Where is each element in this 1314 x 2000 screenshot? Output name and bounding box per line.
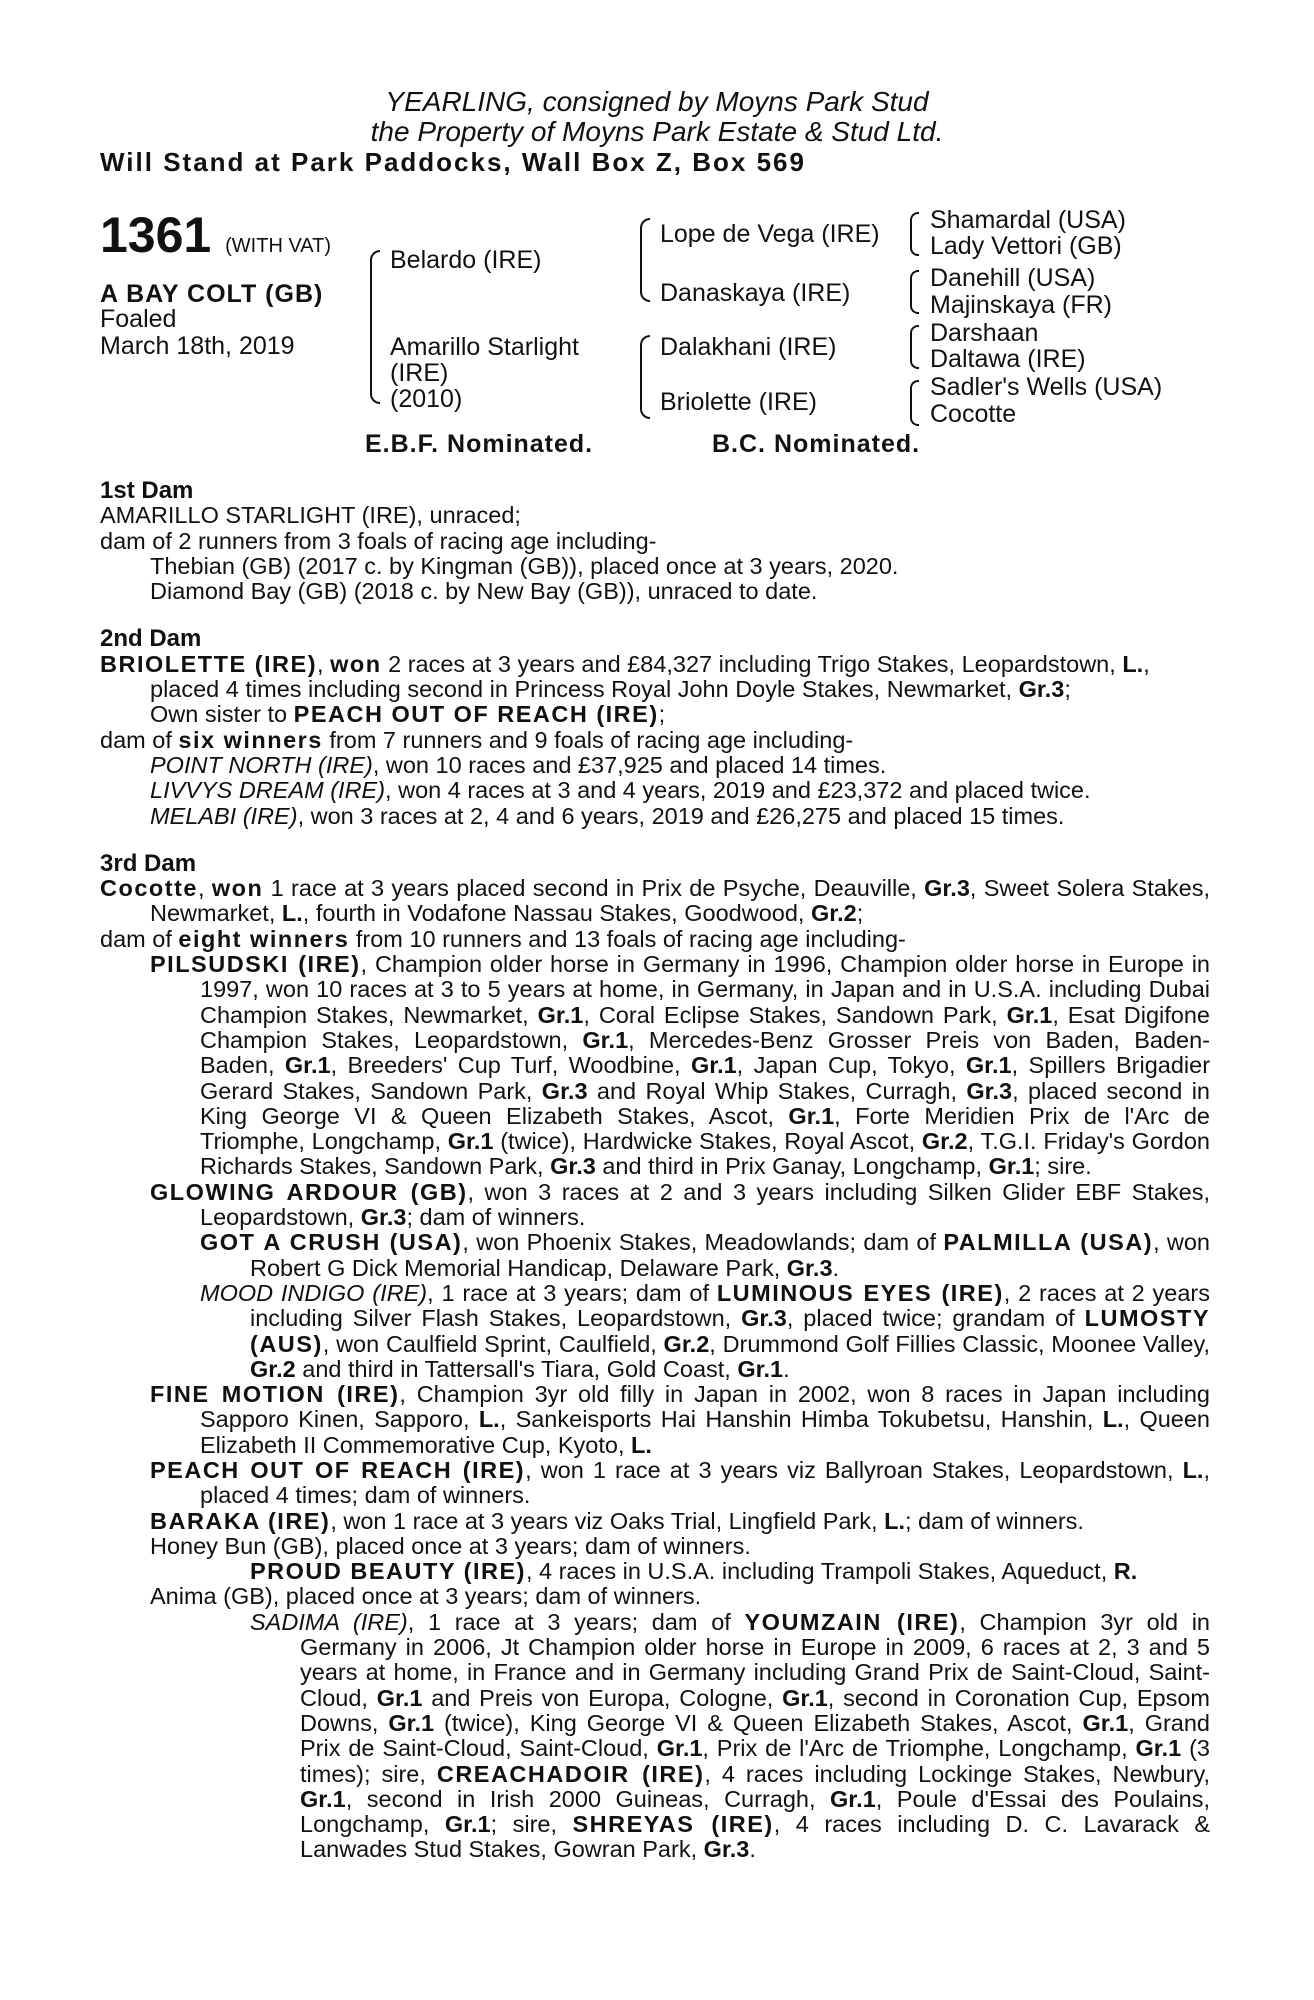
- foaled-date: March 18th, 2019: [100, 332, 295, 360]
- first-dam-produce: Diamond Bay (GB) (2018 c. by New Bay (GB)), unraced to date.: [150, 578, 818, 605]
- second-dam-produce: MELABI (IRE), won 3 races at 2, 4 and 6 years, 2019 and £26,275 and placed 15 times.: [150, 802, 1065, 829]
- first-dam-heading: 1st Dam: [100, 477, 194, 504]
- header-property: the Property of Moyns Park Estate & Stud Ltd.: [370, 116, 944, 147]
- produce-fine-motion: FINE MOTION (IRE), Champion 3yr old filly in Japan in 2002, won 8 races in Japan including Sapporo Kinen, Sapporo, L., Sankeisports Hai Hanshin Himba Tokubetsu, Hanshin, L., Queen Elizabeth II Commemorative Cup, Kyoto, L.: [150, 1381, 1211, 1458]
- produce-got-a-crush: GOT A CRUSH (USA), won Phoenix Stakes, Meadowlands; dam of PALMILLA (USA), won Robert G Dick Memorial Handicap, Delaware Park, Gr.3.: [200, 1229, 1211, 1281]
- pedigree-dds: Sadler's Wells (USA): [930, 373, 1163, 401]
- first-dam-line: AMARILLO STARLIGHT (IRE), unraced;: [100, 502, 521, 529]
- pedigree-sss: Shamardal (USA): [930, 206, 1126, 234]
- pedigree-brace-gen3-1: [910, 212, 919, 256]
- first-dam-produce: Thebian (GB) (2017 c. by Kingman (GB)), placed once at 3 years, 2020.: [150, 552, 899, 579]
- pedigree-brace-dam: [640, 335, 650, 419]
- header-consignor: YEARLING, consigned by Moyns Park Stud: [385, 86, 929, 117]
- pedigree-brace-gen3-3: [910, 325, 919, 369]
- third-dam-record: Cocotte, won 1 race at 3 years placed second in Prix de Psyche, Deauville, Gr.3, Sweet Solera Stakes, Newmarket, L., fourth in Vodafone Nassau Stakes, Goodwood, Gr.2;: [100, 875, 1210, 927]
- lot-number: 1361: [100, 207, 212, 263]
- pedigree-brace-sire: [640, 218, 650, 302]
- dam-notes: [100, 478, 1210, 1863]
- pedigree-sire: Belardo (IRE): [390, 246, 542, 274]
- bc-nominated: B.C. Nominated.: [712, 430, 921, 458]
- second-dam-heading: 2nd Dam: [100, 625, 202, 653]
- pedigree-ddd: Cocotte: [930, 400, 1017, 428]
- foaled-block: [100, 306, 295, 360]
- second-dam-produce: LIVVYS DREAM (IRE), won 4 races at 3 and 4 years, 2019 and £23,372 and placed twice.: [150, 777, 1091, 804]
- produce-proud-beauty: PROUD BEAUTY (IRE), 4 races in U.S.A. including Trampoli Stakes, Aqueduct, R.: [250, 1558, 1138, 1585]
- pedigree-ssd: Lady Vettori (GB): [930, 232, 1122, 260]
- produce-glowing-ardour: GLOWING ARDOUR (GB), won 3 races at 2 and 3 years including Silken Glider EBF Stakes, Leopardstown, Gr.3; dam of winners.: [150, 1178, 1210, 1231]
- second-dam-sister: Own sister to PEACH OUT OF REACH (IRE);: [150, 701, 666, 728]
- third-dam-heading: 3rd Dam: [100, 849, 197, 877]
- pedigree-brace-gen3-4: [910, 380, 919, 426]
- pedigree-dam-sire: Dalakhani (IRE): [660, 333, 837, 361]
- lot-number-block: [100, 208, 331, 273]
- pedigree-brace-gen3-2: [910, 270, 919, 314]
- ebf-nominated: E.B.F. Nominated.: [365, 430, 594, 458]
- pedigree-dam-dam: Briolette (IRE): [660, 388, 817, 416]
- pedigree-dsd: Daltawa (IRE): [930, 345, 1086, 373]
- pedigree-sdd: Majinskaya (FR): [930, 291, 1112, 319]
- vat-label: (WITH VAT): [225, 235, 332, 257]
- second-dam-produce-summary: dam of six winners from 7 runners and 9 foals of racing age including-: [100, 726, 854, 753]
- produce-mood-indigo: MOOD INDIGO (IRE), 1 race at 3 years; dam of LUMINOUS EYES (IRE), 2 races at 2 years including Silver Flash Stakes, Leopardstown, Gr.3, placed twice; grandam of LUMOSTY (AUS), won Caulfield Sprint, Caulfield, Gr.2, Drummond Golf Fillies Classic, Moonee Valley, Gr.2 and third in Tattersall's Tiara, Gold Coast, Gr.1.: [200, 1279, 1211, 1382]
- lot-description: A BAY COLT (GB): [100, 280, 324, 308]
- produce-honey-bun: Honey Bun (GB), placed once at 3 years; dam of winners.: [150, 1532, 751, 1559]
- second-dam-produce: POINT NORTH (IRE), won 10 races and £37,925 and placed 14 times.: [150, 751, 887, 778]
- pedigree-dss: Darshaan: [930, 319, 1039, 347]
- pedigree-brace-gen1: [370, 250, 380, 404]
- produce-peach-out-of-reach: PEACH OUT OF REACH (IRE), won 1 race at 3 years viz Ballyroan Stakes, Leopardstown, L., placed 4 times; dam of winners.: [150, 1456, 1210, 1509]
- third-dam-produce-summary: dam of eight winners from 10 runners and 13 foals of racing age including-: [100, 925, 906, 952]
- second-dam-record: BRIOLETTE (IRE), won 2 races at 3 years and £84,327 including Trigo Stakes, Leopardstown, L., placed 4 times including second in Princess Royal John Doyle Stakes, Newmarket, Gr.3;: [100, 650, 1150, 703]
- produce-anima: Anima (GB), placed once at 3 years; dam of winners.: [150, 1583, 702, 1610]
- pedigree-sire-sire: Lope de Vega (IRE): [660, 220, 880, 248]
- foaled-label: Foaled: [100, 305, 177, 333]
- pedigree-sds: Danehill (USA): [930, 264, 1096, 292]
- pedigree-sire-dam: Danaskaya (IRE): [660, 279, 851, 307]
- produce-sadima: SADIMA (IRE), 1 race at 3 years; dam of YOUMZAIN (IRE), Champion 3yr old in Germany in 2006, Jt Champion older horse in Europe in 2009, 6 races at 2, 3 and 5 years at home, in France and in Germany including Grand Prix de Saint-Cloud, Saint-Cloud, Gr.1 and Preis von Europa, Cologne, Gr.1, second in Coronation Cup, Epsom Downs, Gr.1 (twice), King George VI & Queen Elizabeth Stakes, Ascot, Gr.1, Grand Prix de Saint-Cloud, Saint-Cloud, Gr.1, Prix de l'Arc de Triomphe, Longchamp, Gr.1 (3 times); sire, CREACHADOIR (IRE), 4 races including Lockinge Stakes, Newbury, Gr.1, second in Irish 2000 Guineas, Curragh, Gr.1, Poule d'Essai des Poulains, Longchamp, Gr.1; sire, SHREYAS (IRE), 4 races including D. C. Lavarack & Lanwades Stud Stakes, Gowran Park, Gr.3.: [250, 1608, 1211, 1863]
- header-stand: Will Stand at Park Paddocks, Wall Box Z, Box 569: [100, 147, 806, 177]
- first-dam-line: dam of 2 runners from 3 foals of racing age including-: [100, 527, 657, 554]
- produce-baraka: BARAKA (IRE), won 1 race at 3 years viz Oaks Trial, Lingfield Park, L.; dam of winners.: [150, 1507, 1084, 1534]
- pedigree-dam: Amarillo Starlight (IRE) (2010): [390, 333, 579, 413]
- produce-pilsudski: PILSUDSKI (IRE), Champion older horse in Germany in 1996, Champion older horse in Europe in 1997, won 10 races at 3 to 5 years at home, in Germany, in Japan and in U.S.A. including Dubai Champion Stakes, Newmarket, Gr.1, Coral Eclipse Stakes, Sandown Park, Gr.1, Esat Digifone Champion Stakes, Leopardstown, Gr.1, Mercedes-Benz Grosser Preis von Baden, Baden-Baden, Gr.1, Breeders' Cup Turf, Woodbine, Gr.1, Japan Cup, Tokyo, Gr.1, Spillers Brigadier Gerard Stakes, Sandown Park, Gr.3 and Royal Whip Stakes, Curragh, Gr.3, placed second in King George VI & Queen Elizabeth Stakes, Ascot, Gr.1, Forte Meridien Prix de l'Arc de Triomphe, Longchamp, Gr.1 (twice), Hardwicke Stakes, Royal Ascot, Gr.2, T.G.I. Friday's Gordon Richards Stakes, Sandown Park, Gr.3 and third in Prix Ganay, Longchamp, Gr.1; sire.: [150, 951, 1211, 1180]
